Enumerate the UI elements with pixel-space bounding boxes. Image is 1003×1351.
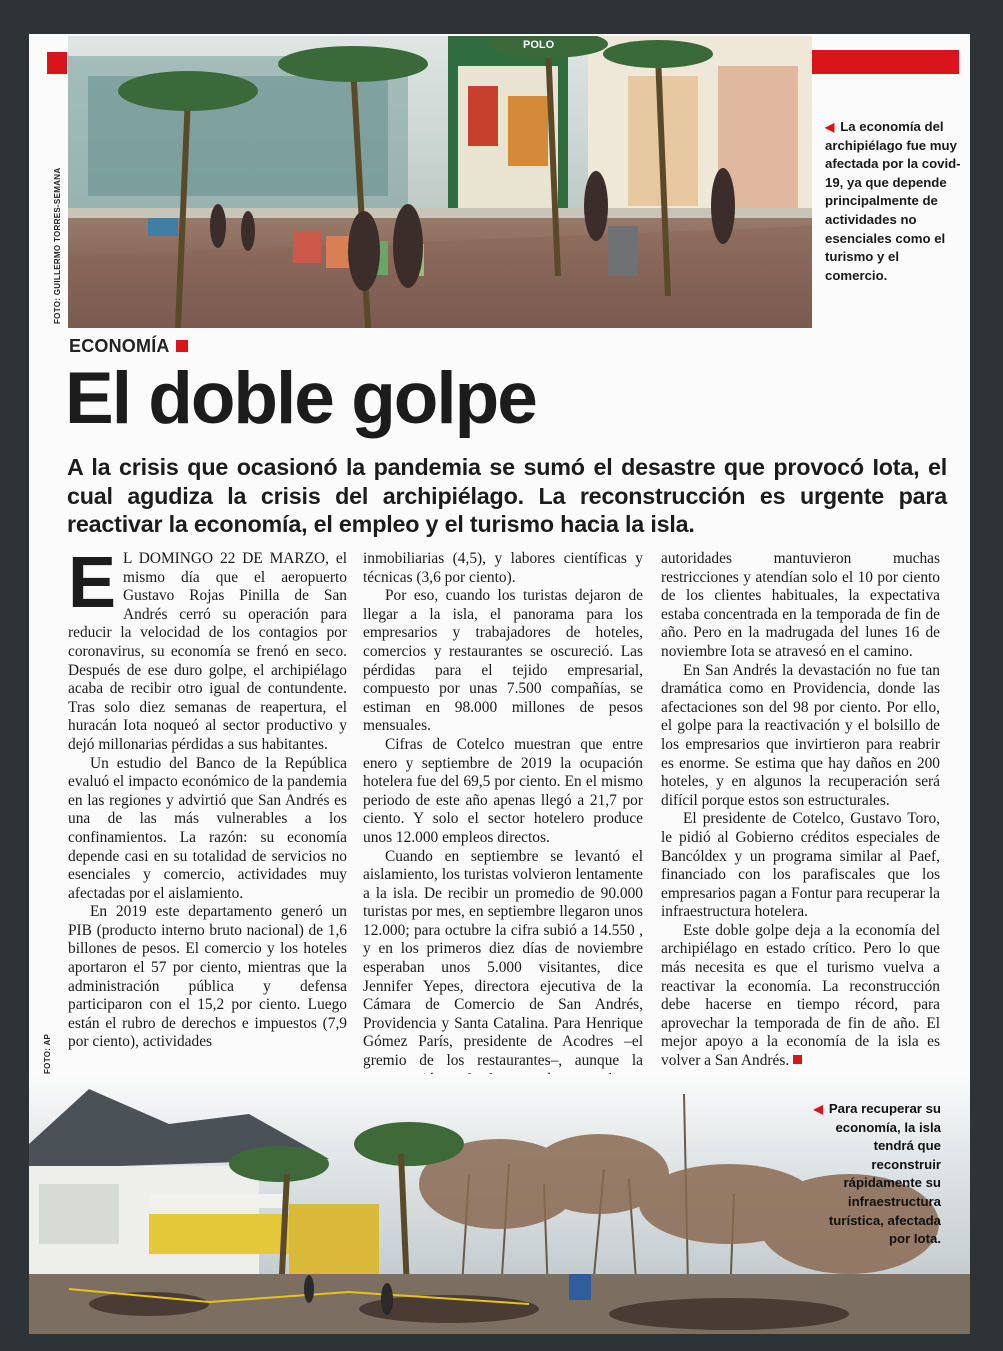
article-column-2 bbox=[363, 550, 643, 1089]
bottom-photo-credit: FOTO: AP bbox=[43, 1033, 52, 1074]
paragraph: En 2019 este departamento generó un PIB (producto interno bruto nacional) de 1,6 billones de pesos. El comercio y los hoteles aportaron el 57 por ciento, mientras que la administración pública y defensa participaron con el 15,2 por ciento. Luego están el rubro de derechos e impuestos (7,9 por ciento), actividades bbox=[68, 903, 347, 1051]
paragraph: Cuando en septiembre se levantó el aislamiento, los turistas volvieron lentamente a la isla. De recibir un promedio de 90.000 turistas por mes, en septiembre llegaron unos 12.000; para octubre la cifra subió a 14.550 , y en los primeros diez días de noviembre esperaban unos 5.000 visitantes, dice Jennifer Yepes, directora ejecutiva de la Cámara de Comercio de San Andrés, Providencia y Santa Catalina. Para Henrique Gómez París, presidente de Acodres –el gremio de los restaurantes–, aunque la bbox=[363, 847, 643, 1070]
paragraph: Un estudio del Banco de la República evaluó el impacto económico de la pandemia en las regiones y advirtió que San Andrés es una de las más vulnerables a los confinamientos. La razón: su economía depende casi en su totalidad de servicios no esenciales y comercio, actividades muy afectadas por el aislamiento. bbox=[68, 754, 347, 902]
paragraph-text: Este doble golpe deja a la economía del archipiélago en estado crítico. Pero lo que más necesita es que el turismo vuelva a reactivar la economía. La reconstrucción debe hacerse en tiempo récord, para aprovechar la temporada de fin de año. El mejor apoyo a la economía de la isla es volver a San Andrés. bbox=[661, 921, 940, 1070]
end-square-icon bbox=[793, 1055, 802, 1064]
paragraph-text: L DOMINGO 22 DE MARZO, el mismo día que el aeropuerto Gustavo Rojas Pinilla de San Andrés cerró su operación para reducir la velocidad de los contagios por coronavirus, su economía se frenó en seco. Después de ese duro golpe, el archipiélago acaba de recibir otro igual de contundente. Tras solo diez semanas de reapertura, el huracán Iota noqueó al sector productivo y dejó millonarias pérdidas a sus habitantes. bbox=[68, 550, 347, 753]
section-square-icon bbox=[176, 340, 188, 352]
triangle-left-icon: ◀ bbox=[825, 120, 835, 134]
paragraph bbox=[661, 922, 940, 1071]
bottom-photo-caption bbox=[813, 1100, 941, 1249]
top-photo-credit: FOTO: GUILLERMO TORRES-SEMANA bbox=[53, 167, 62, 324]
accent-bar-right bbox=[811, 50, 959, 74]
top-photo-street-scene bbox=[68, 36, 812, 328]
paragraph bbox=[68, 543, 347, 755]
top-photo-caption-text: La economía del archipiélago fue muy afectada por la covid-19, ya que depende principalmente de actividades no esenciales como el turismo y el comercio. bbox=[825, 119, 961, 283]
paragraph: inmobiliarias (4,5), y labores científicas y técnicas (3,6 por ciento). bbox=[363, 550, 643, 586]
triangle-left-icon: ◀ bbox=[813, 1102, 823, 1116]
paragraph: autoridades mantuvieron muchas restricciones y atendían solo el 10 por ciento de los clientes habituales, la expectativa estaba concentrada en la temporada de fin de año. Pero en la madrugada del lunes 16 de noviembre Iota se atravesó en el camino. bbox=[661, 550, 940, 660]
headline: El doble golpe bbox=[65, 358, 536, 439]
paragraph: Por eso, cuando los turistas dejaron de llegar a la isla, el panorama para los empresarios y trabajadores de hoteles, comercios y restaurantes se oscureció. Las pérdidas para el tejido empresarial, compuesto por unas 7.500 compañías, se estiman en 98.000 millones de pesos mensuales. bbox=[363, 587, 643, 735]
bottom-photo-caption-text: Para recuperar su economía, la isla tendrá que reconstruir rápidamente su infraestructura turística, afectada por Iota. bbox=[828, 1101, 941, 1247]
paragraph: En San Andrés la devastación no fue tan dramática como en Providencia, donde las afectaciones son del 98 por ciento. Por ello, el golpe para la reactivación y el bolsillo de los empresarios que invirtieron para reabrir es enorme. Se estima que hay daños en 200 hoteles, y en algunos la recuperación será difícil porque estos son estructurales. bbox=[661, 661, 940, 809]
top-photo-caption bbox=[825, 118, 963, 285]
paragraph: El presidente de Cotelco, Gustavo Toro, le pidió al Gobierno créditos especiales de Bancóldex y un programa similar al Paef, financiado con los parafiscales que los empresarios pagan a Fontur para recuperar la infraestructura hotelera. bbox=[661, 810, 940, 921]
paragraph: Cifras de Cotelco muestran que entre enero y septiembre de 2019 la ocupación hotelera fue del 69,5 por ciento. En el mismo periodo de este año apenas llegó a 21,7 por ciento. Y solo el sector hotelero produce unos 12.000 empleos directos. bbox=[363, 735, 643, 846]
accent-bar-left bbox=[47, 52, 67, 74]
article-column-3 bbox=[661, 550, 940, 1071]
dropcap: E bbox=[68, 543, 117, 623]
deck: A la crisis que ocasionó la pandemia se sumó el desastre que provocó Iota, el cual agudiza la crisis del archipiélago. La reconstrucción es urgente para reactivar la economía, el empleo y el turismo hacia la isla. bbox=[67, 454, 947, 537]
article-column-1 bbox=[68, 543, 347, 1052]
section-label bbox=[69, 336, 188, 357]
street-scene-illustration bbox=[68, 36, 812, 328]
magazine-page bbox=[29, 34, 970, 1334]
section-label-text: ECONOMÍA bbox=[69, 336, 170, 356]
store-sign-text: POLO bbox=[523, 39, 555, 51]
